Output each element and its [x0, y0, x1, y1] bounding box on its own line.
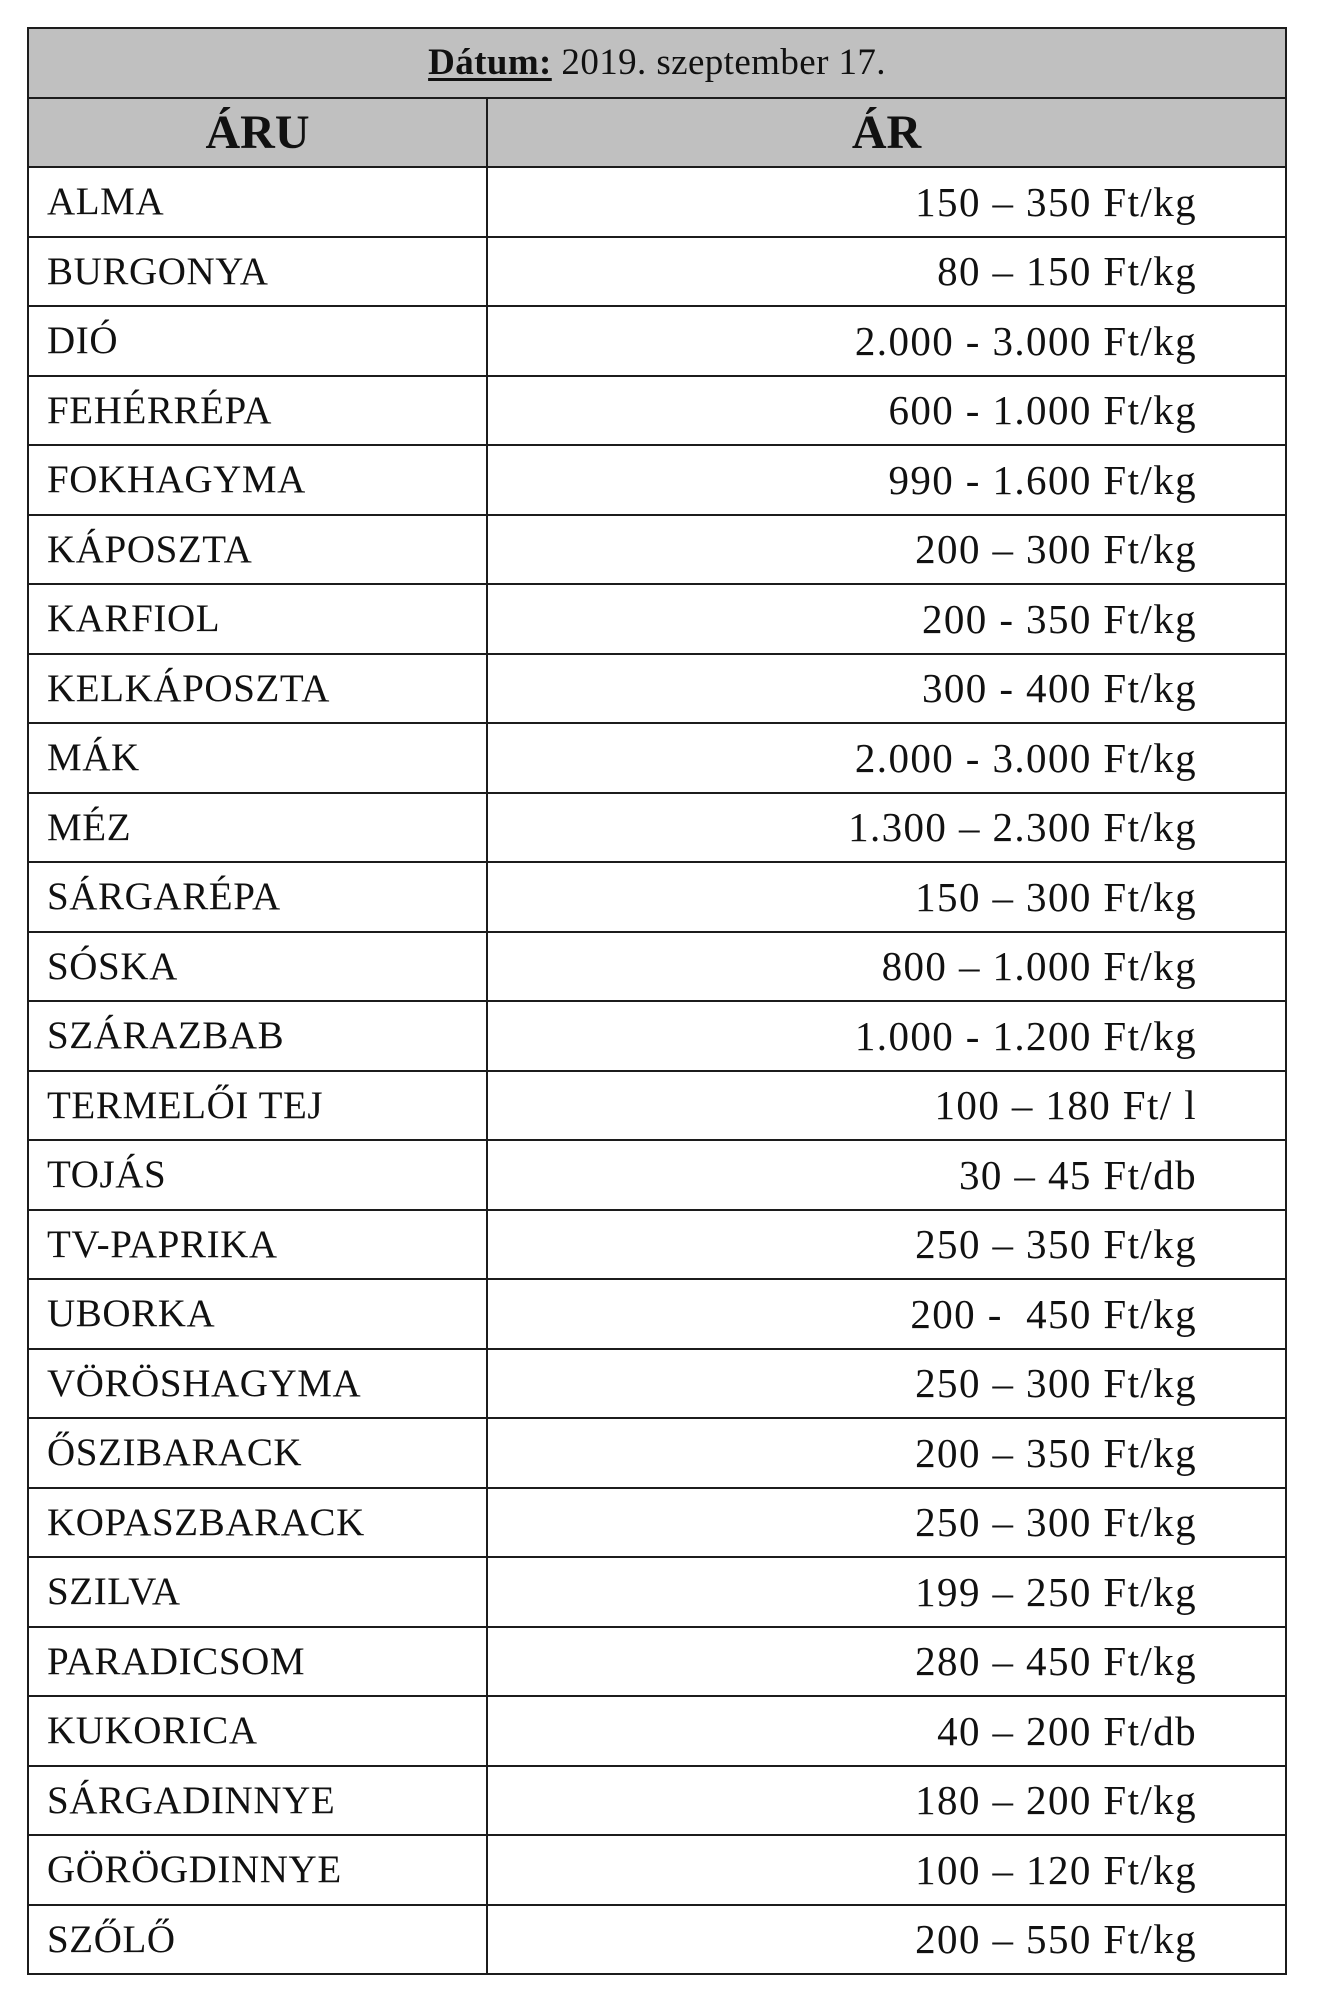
table-row [28, 1418, 1286, 1488]
column-header-row [28, 98, 1286, 168]
table-row [28, 1279, 1286, 1349]
table-row [28, 1905, 1286, 1975]
date-cell [28, 28, 1286, 98]
table-row [28, 654, 1286, 724]
item-price-cell: 600 - 1.000 Ft/kg [487, 376, 1286, 446]
table-row [28, 793, 1286, 863]
item-name-cell: KUKORICA [28, 1696, 487, 1766]
table-row [28, 1627, 1286, 1697]
price-rows [28, 167, 1286, 1974]
item-price-cell: 280 – 450 Ft/kg [487, 1627, 1286, 1697]
table-row [28, 1488, 1286, 1558]
item-name-cell: TOJÁS [28, 1140, 487, 1210]
table-row [28, 376, 1286, 446]
item-name-cell: ALMA [28, 167, 487, 237]
item-price-cell: 200 – 550 Ft/kg [487, 1905, 1286, 1975]
item-price-cell: 2.000 - 3.000 Ft/kg [487, 723, 1286, 793]
table-row [28, 1696, 1286, 1766]
item-price-cell: 1.300 – 2.300 Ft/kg [487, 793, 1286, 863]
item-price-cell: 150 – 350 Ft/kg [487, 167, 1286, 237]
item-name-cell: SZILVA [28, 1557, 487, 1627]
item-price-cell: 800 – 1.000 Ft/kg [487, 932, 1286, 1002]
item-name-cell: BURGONYA [28, 237, 487, 307]
table-row [28, 1349, 1286, 1419]
item-price-cell: 200 - 350 Ft/kg [487, 584, 1286, 654]
item-price-cell: 200 - 450 Ft/kg [487, 1279, 1286, 1349]
item-price-cell: 990 - 1.600 Ft/kg [487, 445, 1286, 515]
item-name-cell: SÁRGARÉPA [28, 862, 487, 932]
table-row [28, 1001, 1286, 1071]
item-name-cell: PARADICSOM [28, 1627, 487, 1697]
table-row [28, 584, 1286, 654]
item-name-cell: SZŐLŐ [28, 1905, 487, 1975]
item-price-cell: 150 – 300 Ft/kg [487, 862, 1286, 932]
table-row [28, 515, 1286, 585]
item-name-cell: KÁPOSZTA [28, 515, 487, 585]
item-price-cell: 180 – 200 Ft/kg [487, 1766, 1286, 1836]
item-name-cell: MÁK [28, 723, 487, 793]
item-name-cell: ŐSZIBARACK [28, 1418, 487, 1488]
price-table [27, 27, 1287, 1975]
item-name-cell: SÁRGADINNYE [28, 1766, 487, 1836]
item-price-cell: 40 – 200 Ft/db [487, 1696, 1286, 1766]
date-value: 2019. szeptember 17. [561, 42, 886, 84]
table-row [28, 723, 1286, 793]
table-row [28, 237, 1286, 307]
item-name-cell: SÓSKA [28, 932, 487, 1002]
item-name-cell: FEHÉRRÉPA [28, 376, 487, 446]
item-name-cell: KARFIOL [28, 584, 487, 654]
table-row [28, 1071, 1286, 1141]
item-price-cell: 200 – 350 Ft/kg [487, 1418, 1286, 1488]
item-price-cell: 199 – 250 Ft/kg [487, 1557, 1286, 1627]
item-name-cell: DIÓ [28, 306, 487, 376]
item-price-cell: 300 - 400 Ft/kg [487, 654, 1286, 724]
item-name-cell: VÖRÖSHAGYMA [28, 1349, 487, 1419]
table-row [28, 1557, 1286, 1627]
item-price-cell: 250 – 300 Ft/kg [487, 1349, 1286, 1419]
table-row [28, 862, 1286, 932]
item-name-cell: KELKÁPOSZTA [28, 654, 487, 724]
item-price-cell: 80 – 150 Ft/kg [487, 237, 1286, 307]
item-price-cell: 1.000 - 1.200 Ft/kg [487, 1001, 1286, 1071]
table-row [28, 445, 1286, 515]
table-row [28, 932, 1286, 1002]
item-price-cell: 250 – 300 Ft/kg [487, 1488, 1286, 1558]
item-name-cell: UBORKA [28, 1279, 487, 1349]
item-name-cell: KOPASZBARACK [28, 1488, 487, 1558]
item-name-cell: MÉZ [28, 793, 487, 863]
item-price-cell: 250 – 350 Ft/kg [487, 1210, 1286, 1280]
table-row [28, 1140, 1286, 1210]
item-name-cell: FOKHAGYMA [28, 445, 487, 515]
column-header-price: ÁR [487, 98, 1286, 168]
item-price-cell: 100 – 120 Ft/kg [487, 1835, 1286, 1905]
item-name-cell: TV-PAPRIKA [28, 1210, 487, 1280]
date-label: Dátum: [428, 42, 552, 84]
date-row [28, 28, 1286, 98]
table-row [28, 1766, 1286, 1836]
item-name-cell: TERMELŐI TEJ [28, 1071, 487, 1141]
item-price-cell: 200 – 300 Ft/kg [487, 515, 1286, 585]
item-name-cell: SZÁRAZBAB [28, 1001, 487, 1071]
item-price-cell: 100 – 180 Ft/ l [487, 1071, 1286, 1141]
table-row [28, 1210, 1286, 1280]
item-name-cell: GÖRÖGDINNYE [28, 1835, 487, 1905]
item-price-cell: 2.000 - 3.000 Ft/kg [487, 306, 1286, 376]
table-row [28, 1835, 1286, 1905]
table-row [28, 167, 1286, 237]
column-header-item: ÁRU [28, 98, 487, 168]
item-price-cell: 30 – 45 Ft/db [487, 1140, 1286, 1210]
table-row [28, 306, 1286, 376]
